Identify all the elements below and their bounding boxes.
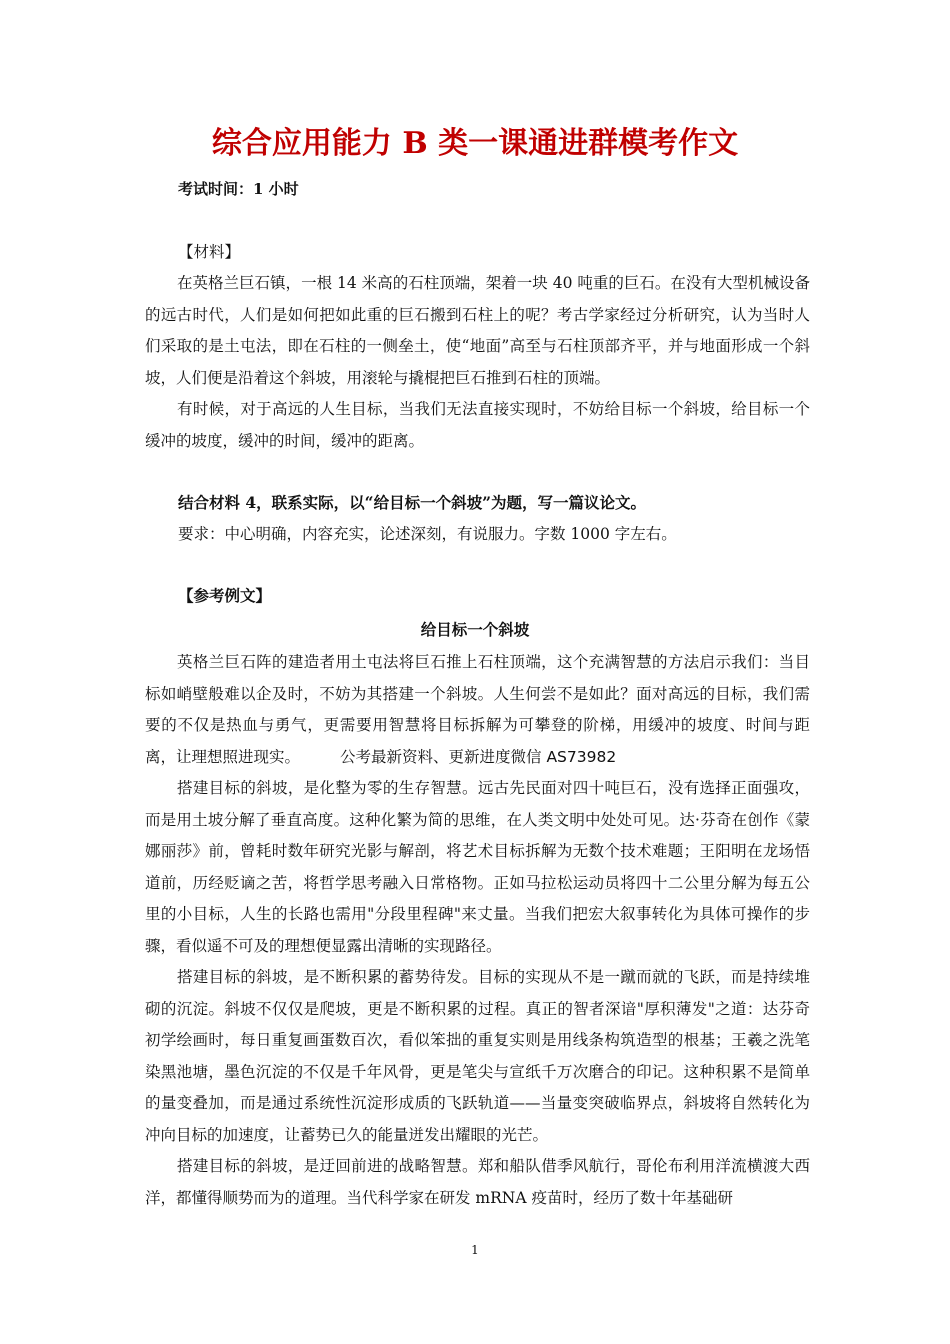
essay-requirement: 要求：中心明确，内容充实，论述深刻，有说服力。字数 1000 字左右。 [178, 525, 677, 543]
essay-paragraph: 搭建目标的斜坡，是化整为零的生存智慧。远古先民面对四十吨巨石，没有选择正面强攻，而是用土坡分解了垂直高度。这种化繁为简的思维，在人类文明中处处可见。达·芬奇在创作《蒙娜丽莎》前，曾耗时数年研究光影与解剖，将艺术目标拆解为无数个技术难题；王阳明在龙场悟道前，历经贬谪之苦，将哲学思考融入日常格物。正如马拉松运动员将四十二公里分解为每五公里的小目标，人生的长路也需用"分段里程碑"来丈量。当我们把宏大叙事转化为具体可操作的步骤，看似遥不可及的理想便显露出清晰的实现路径。 [145, 779, 810, 955]
essay-prompt: 结合材料 4，联系实际，以“给目标一个斜坡”为题，写一篇议论文。 [178, 493, 647, 512]
material-paragraph: 在英格兰巨石镇，一根 14 米高的石柱顶端，架着一块 40 吨重的巨石。在没有大型机械设备的远古时代，人们是如何把如此重的巨石搬到石柱上的呢？考古学家经过分析研究，认为当时人们采取的是土屯法，即在石柱的一侧垒土，使“地面”高至与石柱顶部齐平，并与地面形成一个斜坡，人们便是沿着这个斜坡，用滚轮与撬棍把巨石推到石柱的顶端。 [145, 274, 810, 387]
material-label: 【材料】 [178, 243, 241, 261]
contact-watermark: 公考最新资料、更新进度微信 AS73982 [340, 747, 617, 766]
essay-paragraph: 搭建目标的斜坡，是迂回前进的战略智慧。郑和船队借季风航行，哥伦布利用洋流横渡大西洋，都懂得顺势而为的道理。当代科学家在研发 mRNA 疫苗时，经历了数十年基础研 [145, 1157, 810, 1207]
document-title: 综合应用能力 B 类一课通进群模考作文 [211, 126, 739, 161]
page-number: 1 [471, 1243, 479, 1257]
essay-paragraph: 搭建目标的斜坡，是不断积累的蓄势待发。目标的实现从不是一蹴而就的飞跃，而是持续堆砌的沉淀。斜坡不仅仅是爬坡，更是不断积累的过程。真正的智者深谙"厚积薄发"之道：达芬奇初学绘画时，每日重复画蛋数百次，看似笨拙的重复实则是用线条构筑造型的根基；王羲之洗笔染黑池塘，墨色沉淀的不仅是千年风骨，更是笔尖与宣纸千万次磨合的印记。这种积累不是简单的量变叠加，而是通过系统性沉淀形成质的飞跃轨道——当量变突破临界点，斜坡将自然转化为冲向目标的加速度，让蓄势已久的能量迸发出耀眼的光芒。 [145, 968, 810, 1144]
essay-body [145, 647, 810, 1214]
material-paragraph: 有时候，对于高远的人生目标，当我们无法直接实现时，不妨给目标一个斜坡，给目标一个缓冲的坡度，缓冲的时间，缓冲的距离。 [145, 400, 810, 450]
material-text [145, 268, 810, 457]
essay-title: 给目标一个斜坡 [420, 620, 530, 639]
essay-intro-text: 英格兰巨石阵的建造者用土屯法将巨石推上石柱顶端，这个充满智慧的方法启示我们：当目标如峭壁般难以企及时，不妨为其搭建一个斜坡。人生何尝不是如此？面对高远的目标，我们需要的不仅是热血与勇气，更需要用智慧将目标拆解为可攀登的阶梯，用缓冲的坡度、时间与距离，让理想照进现实。 [145, 653, 810, 766]
exam-time: 考试时间：1 小时 [178, 180, 299, 198]
reference-label: 【参考例文】 [178, 586, 272, 605]
essay-intro-paragraph [145, 647, 810, 773]
